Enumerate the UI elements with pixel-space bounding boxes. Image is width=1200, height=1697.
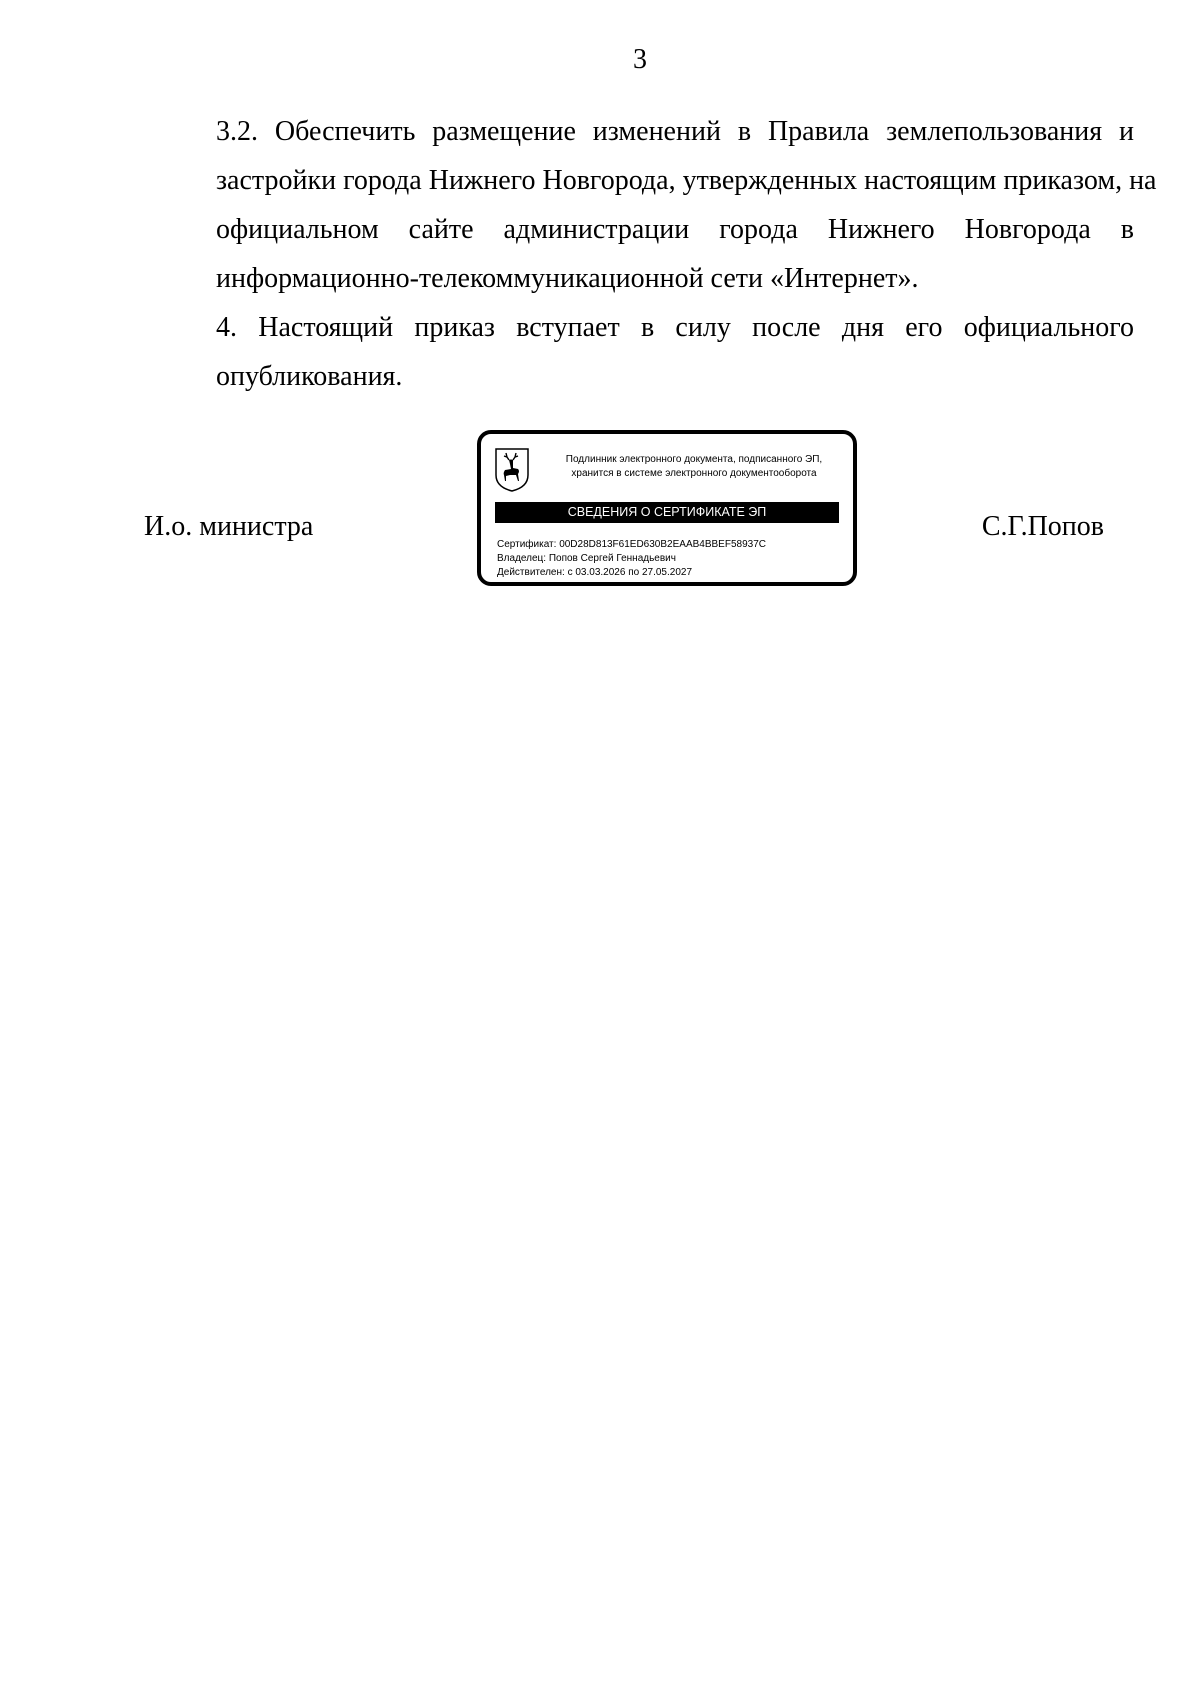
certificate-value: 00D28D813F61ED630B2EAAB4BBEF58937C bbox=[559, 539, 766, 550]
paragraph-line: застройки города Нижнего Новгорода, утвержденных настоящим приказом, на bbox=[216, 165, 1157, 196]
coat-of-arms-deer-icon bbox=[494, 447, 530, 493]
paragraph-line: информационно-телекоммуникационной сети «Интернет». bbox=[216, 263, 919, 294]
page-number: 3 bbox=[633, 44, 647, 75]
signer-title: И.о. министра bbox=[144, 511, 314, 542]
stamp-header bbox=[545, 453, 843, 481]
validity-row bbox=[497, 566, 766, 580]
paragraph-4 bbox=[144, 303, 1134, 401]
stamp-header-line: Подлинник электронного документа, подписанного ЭП, bbox=[565, 454, 823, 465]
paragraph-line: официальном сайте администрации города Нижнего Новгорода в bbox=[216, 214, 1134, 245]
valid-from-prefix: с bbox=[567, 567, 573, 578]
paragraph-3-2 bbox=[144, 107, 1157, 303]
stamp-header-line: хранится в системе электронного документооборота bbox=[571, 468, 817, 479]
valid-to: 27.05.2027 bbox=[641, 567, 693, 578]
paragraph-line: 4. Настоящий приказ вступает в силу после дня его официального bbox=[216, 312, 1134, 343]
owner-label: Владелец: bbox=[497, 553, 547, 564]
signer-name: С.Г.Попов bbox=[981, 511, 1104, 542]
valid-to-prefix: по bbox=[628, 567, 640, 578]
certificate-label: Сертификат: bbox=[497, 539, 557, 550]
owner-row bbox=[497, 552, 766, 566]
paragraph-line: опубликования. bbox=[216, 361, 403, 392]
owner-value: Попов Сергей Геннадьевич bbox=[548, 553, 676, 564]
document-body bbox=[144, 107, 1157, 401]
valid-from: 03.03.2026 bbox=[575, 567, 626, 578]
certificate-row bbox=[497, 538, 766, 552]
valid-label: Действителен: bbox=[497, 567, 565, 578]
certificate-details bbox=[497, 538, 766, 580]
electronic-signature-stamp bbox=[477, 430, 857, 586]
paragraph-line: 3.2. Обеспечить размещение изменений в Правила землепользования и bbox=[216, 116, 1134, 147]
stamp-title-bar: СВЕДЕНИЯ О СЕРТИФИКАТЕ ЭП bbox=[495, 502, 839, 523]
